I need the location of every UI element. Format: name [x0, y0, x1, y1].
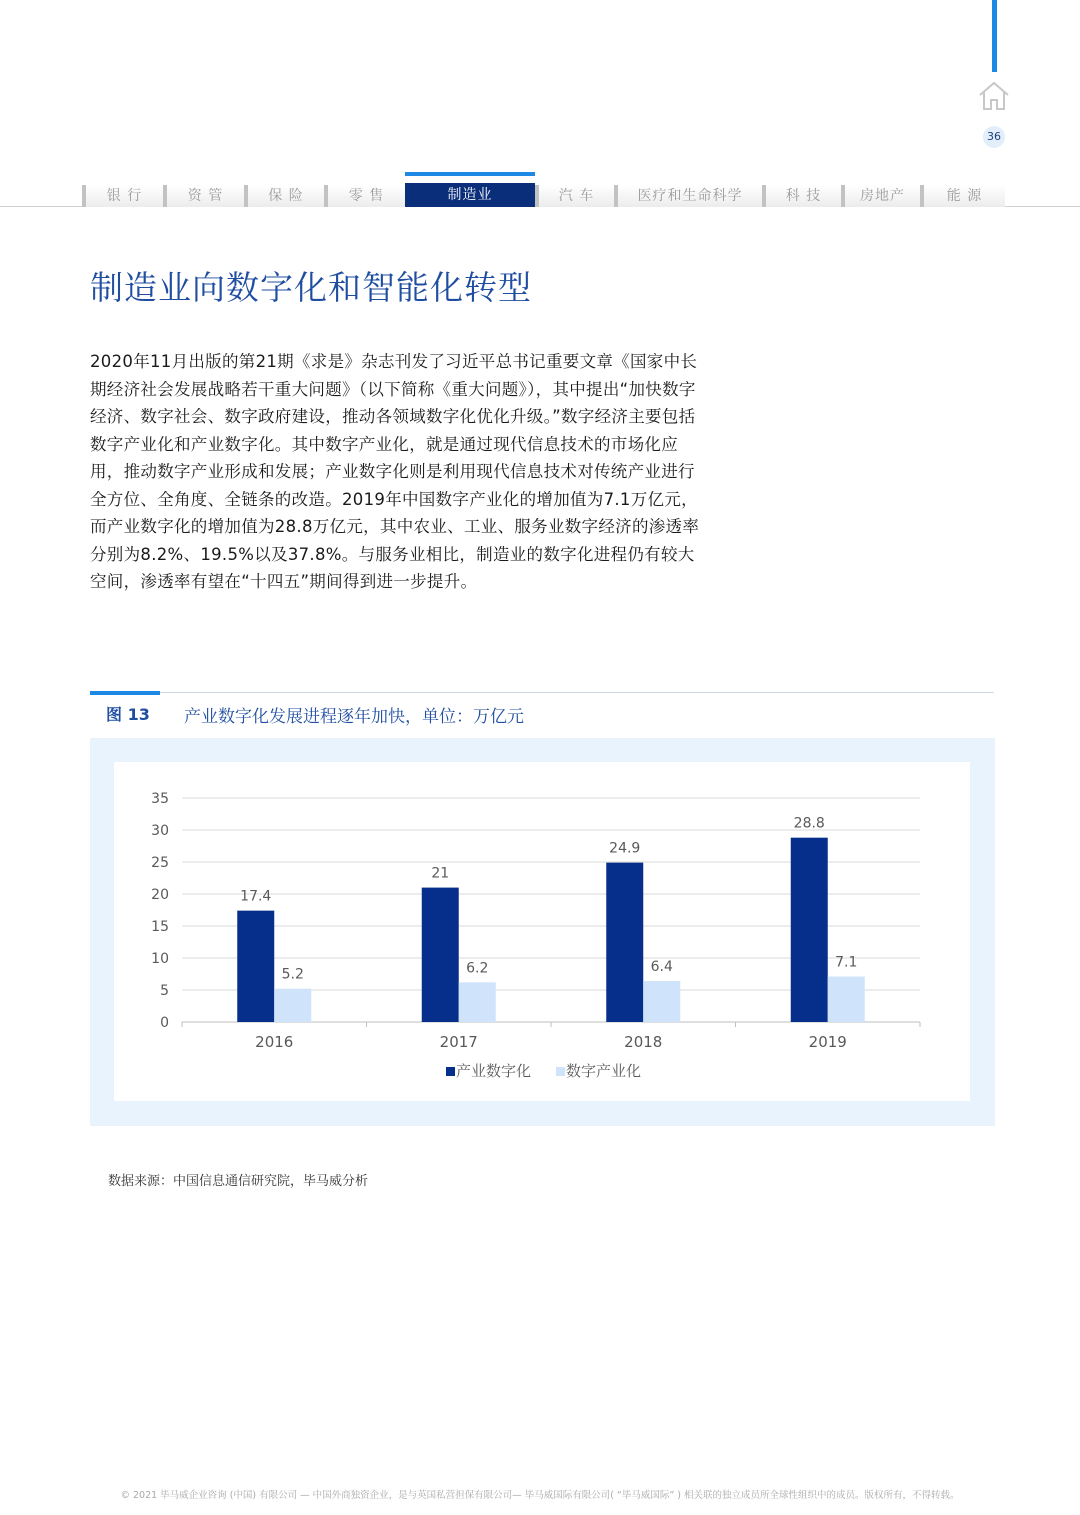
data-label: 21 — [431, 865, 450, 882]
bar-industrial-digitization — [791, 838, 828, 1022]
tab-automotive[interactable]: 汽 车 — [535, 185, 614, 207]
page-number: 36 — [983, 126, 1005, 148]
figure-accent-line — [90, 691, 160, 695]
x-tick-label: 2016 — [255, 1033, 294, 1051]
y-tick-label: 25 — [151, 855, 169, 871]
tab-manufacturing[interactable]: 制造业 — [405, 183, 535, 207]
y-tick-label: 5 — [160, 983, 169, 999]
body-paragraph: 2020年11月出版的第21期《求是》杂志刊发了习近平总书记重要文章《国家中长期经济社会发展战略若干重大问题》（以下简称《重大问题》），其中提出“加快数字经济、数字社会、数字政府建设，推动各领域数字化优化升级。”数字经济主要包括数字产业化和产业数字化。其中数字产业化，就是通过现代信息技术的市场化应用，推动数字产业形成和发展；产业数字化则是利用现代信息技术对传统产业进行全方位、全角度、全链条的改造。2019年中国数字产业化的增加值为7.1万亿元，而产业数字化的增加值为28.8万亿元，其中农业、工业、服务业数字经济的渗透率分别为8.2%、19.5%以及37.8%。与服务业相比，制造业的数字化进程仍有较大空间，渗透率有望在“十四五”期间得到进一步提升。 — [90, 352, 700, 591]
bar-industrial-digitization — [606, 863, 643, 1022]
x-tick-label: 2019 — [808, 1033, 847, 1051]
bar-industrial-digitization — [237, 911, 274, 1022]
bar-digital-industrialization — [274, 989, 311, 1022]
x-tick-label: 2017 — [439, 1033, 478, 1051]
y-tick-label: 10 — [151, 951, 169, 967]
bar-digital-industrialization — [828, 977, 865, 1022]
legend-label: 产业数字化 — [456, 1062, 532, 1080]
copyright-footer: © 2021 毕马威企业咨询 (中国) 有限公司 — 中国外商独资企业，是与英国私营担保有限公司— 毕马威国际有限公司( “毕马威国际” ) 相关联的独立成员所全球性组织中的成员。版权所有，不得转载。 — [120, 1490, 960, 1501]
y-tick-label: 30 — [151, 823, 169, 839]
bar-industrial-digitization — [422, 888, 459, 1022]
chart-card — [114, 762, 970, 1101]
x-tick-label: 2018 — [624, 1033, 663, 1051]
tab-banking[interactable]: 银 行 — [82, 185, 163, 207]
tab-technology[interactable]: 科 技 — [762, 185, 841, 207]
legend-label: 数字产业化 — [566, 1062, 642, 1080]
section-nav — [82, 185, 1005, 207]
y-tick-label: 0 — [160, 1015, 169, 1031]
y-tick-label: 35 — [151, 791, 169, 807]
figure-divider — [160, 692, 994, 693]
data-label: 6.2 — [466, 960, 489, 977]
figure-label: 图 13 — [106, 705, 150, 724]
bar-chart — [114, 762, 970, 1101]
data-source: 数据来源：中国信息通信研究院，毕马威分析 — [108, 1174, 369, 1189]
data-label: 17.4 — [240, 888, 272, 905]
data-label: 5.2 — [281, 966, 304, 983]
bar-digital-industrialization — [643, 981, 680, 1022]
top-accent-bar — [992, 0, 997, 72]
legend-swatch — [556, 1067, 565, 1076]
data-label: 28.8 — [793, 815, 825, 832]
data-label: 6.4 — [650, 959, 673, 976]
tab-energy[interactable]: 能 源 — [920, 185, 1005, 207]
legend-swatch — [446, 1067, 455, 1076]
tab-retail[interactable]: 零 售 — [324, 185, 405, 207]
y-tick-label: 15 — [151, 919, 169, 935]
tab-asset-management[interactable]: 资 管 — [163, 185, 244, 207]
data-label: 24.9 — [609, 840, 641, 857]
bar-digital-industrialization — [459, 982, 496, 1022]
tab-real-estate[interactable]: 房地产 — [841, 185, 920, 207]
tab-healthcare-life-sciences[interactable]: 医疗和生命科学 — [614, 185, 762, 207]
tab-insurance[interactable]: 保 险 — [244, 185, 324, 207]
figure-title: 产业数字化发展进程逐年加快，单位：万亿元 — [184, 707, 524, 727]
home-icon[interactable] — [976, 78, 1012, 114]
data-label: 7.1 — [835, 954, 858, 971]
y-tick-label: 20 — [151, 887, 169, 903]
page-title: 制造业向数字化和智能化转型 — [90, 268, 532, 307]
